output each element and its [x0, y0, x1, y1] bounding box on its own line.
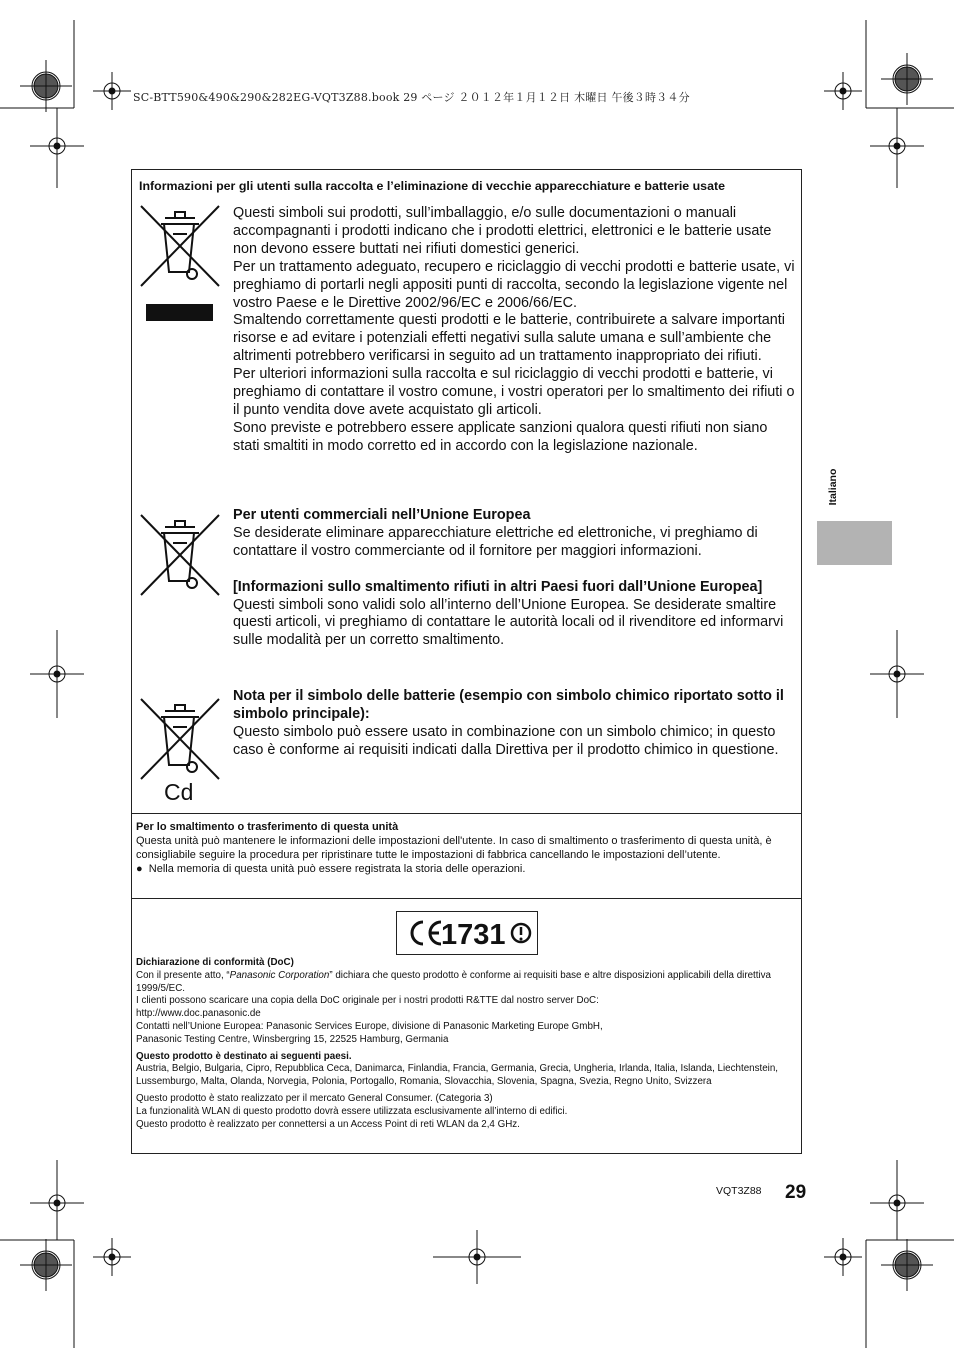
weee-title: Informazioni per gli utenti sulla raccolta e l’eliminazione di vecchie apparecchiature e batterie usate — [139, 179, 725, 193]
language-label: Italiano — [827, 468, 839, 506]
countries-list: Austria, Belgio, Bulgaria, Cipro, Repubblica Ceca, Danimarca, Finlandia, Francia, Germania, Grecia, Ungheria, Irlanda, Italia, Islanda, Liechtenstein, Lussemburgo, Malta, Olanda, Norvegia, Polonia, Portogallo, Romania, Slovacchia, Slovenia, Spagna, Svezia, Regno Unito, Svizzera — [136, 1063, 779, 1088]
doc-statement-prefix: Con il presente atto, “ — [136, 969, 230, 981]
doc-note: Questo prodotto è stato realizzato per il mercato General Consumer. (Categoria 3) — [136, 1092, 493, 1104]
company-name: Panasonic Corporation — [229, 969, 330, 981]
disposal-content — [136, 820, 796, 876]
disposal-box — [131, 813, 802, 899]
battery-symbol-heading: Nota per il simbolo delle batterie (esempio con simbolo chimico riportato sotto il simbolo principale): — [233, 688, 784, 722]
doc-statement — [136, 970, 798, 996]
non-eu-text: Questi simboli sono validi solo all’interno dell’Unione Europea. Se desiderate smaltire questi articoli, vi preghiamo di contattare le autorità locali od il rivenditore ed informarvi sulle modalità per un corretto smaltimento. — [233, 596, 784, 649]
doc-content — [136, 957, 798, 1131]
weee-paragraph: Smaltendo correttamente questi prodotti e le batterie, contribuirete a salvare importanti risorse e ad evitare i potenziali effetti negativi sulla salute umana e sull’ambiente che altrimenti potrebbero verificarsi in seguito ad un trattamento inappropriato dei rifiuti. — [233, 312, 785, 365]
crossed-out-wheelie-bin-icon — [139, 513, 221, 597]
alert-circle-icon — [512, 924, 530, 942]
language-tab — [817, 521, 892, 565]
ce-mark — [396, 911, 538, 955]
chemical-symbol: Cd — [164, 779, 194, 805]
doc-contact-line: Contatti nell’Unione Europea: Panasonic Services Europe, divisione di Panasonic Marketing Europe GmbH, — [136, 1020, 603, 1032]
commercial-users-section — [233, 507, 795, 650]
ce-logo-icon — [397, 912, 537, 954]
weee-paragraph: Per un trattamento adeguato, recupero e riciclaggio di vecchi prodotti e batterie usate, vi preghiamo di portarli negli appositi punti di raccolta, secondo la legislazione vigente nel vostro Paese e le Direttive 2002/96/EC e 2006/66/EC. — [233, 258, 795, 311]
disposal-text: Questa unità può mantenere le informazioni delle impostazioni dell'utente. In caso di smaltimento o trasferimento di questa unità, è consigliabile seguire la procedura per ripristinare tutte le impostazioni di fabbrica cancellando le impostazioni dell’utente. — [136, 835, 772, 861]
document-code: VQT3Z88 — [716, 1185, 762, 1197]
crossed-out-wheelie-bin-icon — [139, 697, 221, 781]
weee-paragraph: Sono previste e potrebbero essere applicate sanzioni qualora questi rifiuti non siano stati smaltiti in modo corretto ed in accordo con la legislazione nazionale. — [233, 419, 768, 454]
commercial-users-heading: Per utenti commerciali nell’Unione Europea — [233, 507, 531, 523]
disposal-bullet-text: Nella memoria di questa unità può essere registrata la storia delle operazioni. — [148, 863, 526, 875]
disposal-title: Per lo smaltimento o trasferimento di questa unità — [136, 821, 399, 833]
bullet-icon: ● — [136, 863, 143, 875]
solid-bar-symbol — [146, 304, 213, 321]
countries-title: Questo prodotto è destinato ai seguenti paesi. — [136, 1050, 352, 1062]
battery-symbol-section — [233, 688, 795, 760]
disposal-bullet — [136, 862, 796, 876]
doc-url: http://www.doc.panasonic.de — [136, 1008, 261, 1020]
weee-info-box — [131, 169, 802, 814]
ce-number: 1731 — [441, 919, 506, 951]
commercial-users-text: Se desiderate eliminare apparecchiature elettriche ed elettroniche, vi preghiamo di contattare il vostro commerciante od il fornitore per maggiori informazioni. — [233, 524, 758, 559]
doc-statement-suffix: ” dichiara che questo prodotto è conforme ai requisiti base e altre disposizioni applicabili della direttiva 1999/5/EC. — [136, 969, 771, 994]
print-header: SC-BTT590&490&290&282EG-VQT3Z88.book 29 ページ ２０１２年１月１２日 木曜日 午後３時３４分 — [133, 91, 690, 104]
battery-symbol-text: Questo simbolo può essere usato in combinazione con un simbolo chimico; in questo caso è conforme ai requisiti indicati dalla Direttiva per il prodotto chimico in questione. — [233, 723, 779, 758]
doc-note: Questo prodotto è realizzato per connettersi a un Access Point di reti WLAN da 2,4 GHz. — [136, 1118, 520, 1130]
doc-download-text: I clienti possono scaricare una copia della DoC originale per i nostri prodotti R&TTE dal nostro server DoC: — [136, 995, 599, 1007]
doc-title: Dichiarazione di conformità (DoC) — [136, 957, 294, 968]
doc-contact-line: Panasonic Testing Centre, Winsbergring 15, 22525 Hamburg, Germania — [136, 1033, 449, 1045]
doc-note: La funzionalità WLAN di questo prodotto dovrà essere utilizzata esclusivamente all’interno di edifici. — [136, 1105, 568, 1117]
doc-box — [131, 898, 802, 1154]
page-number: 29 — [785, 1182, 807, 1203]
crossed-out-wheelie-bin-icon — [139, 204, 221, 288]
weee-paragraphs — [233, 205, 795, 456]
non-eu-heading: [Informazioni sullo smaltimento rifiuti in altri Paesi fuori dall’Unione Europea] — [233, 578, 763, 595]
weee-paragraph: Per ulteriori informazioni sulla raccolta e sul riciclaggio di vecchi prodotti e batterie, vi preghiamo di contattare il vostro comune, i vostri operatori per lo smaltimento dei rifiuti o il punto vendita dove avete acquistato gli articoli. — [233, 366, 795, 418]
weee-paragraph: Questi simboli sui prodotti, sull’imballaggio, e/o sulle documentazioni o manuali accompagnanti i prodotti indicano che i prodotti elettrici, elettronici e le batterie usate non devono essere buttati nei rifiuti domestici generici. — [233, 205, 772, 257]
